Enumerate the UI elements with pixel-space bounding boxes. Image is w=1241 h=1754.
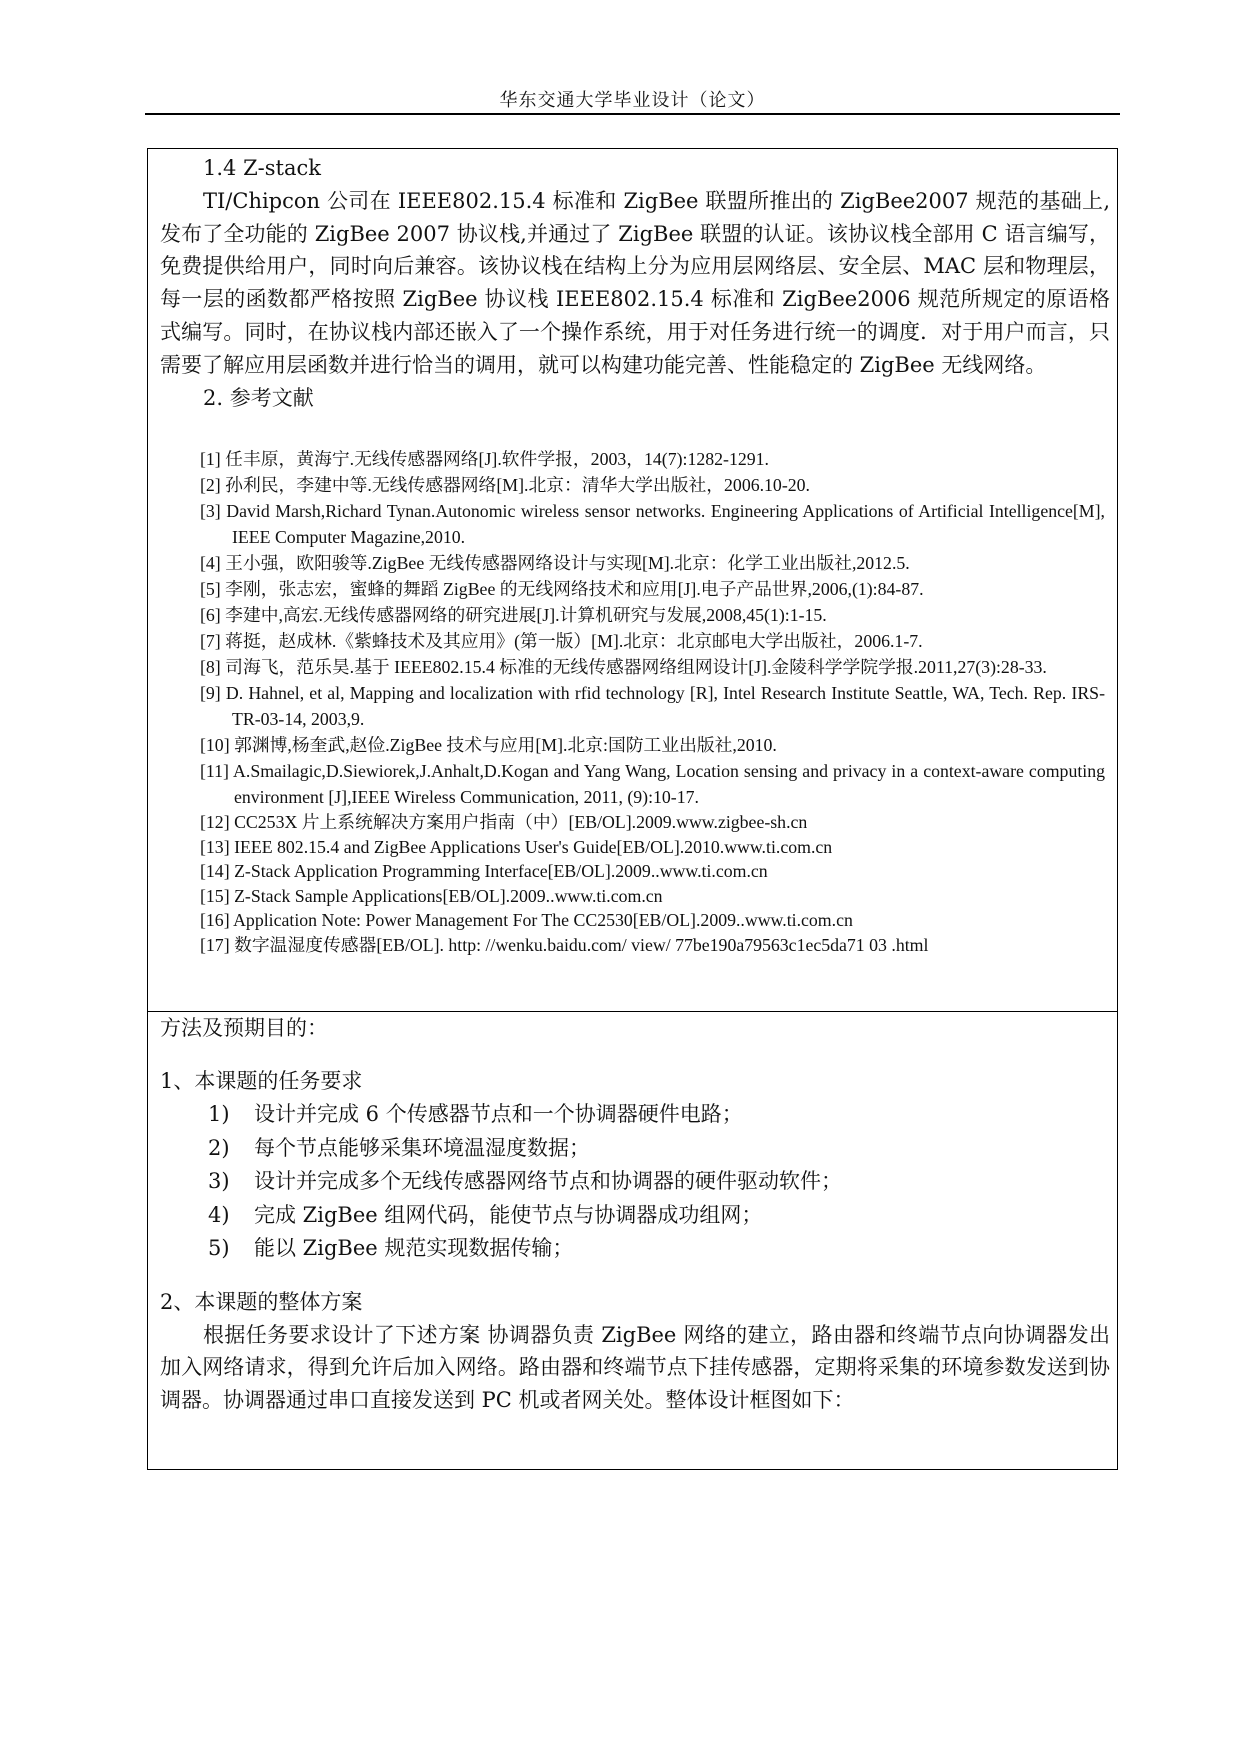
reference-item: [15] Z-Stack Sample Applications[EB/OL].2009..www.ti.com.cn — [200, 885, 663, 906]
task-number: 2) — [208, 1135, 230, 1160]
plan-heading: 2、本课题的整体方案 — [160, 1289, 363, 1314]
reference-item: [7] 蒋挺，赵成林.《紫蜂技术及其应用》(第一版）[M].北京：北京邮电大学出版社，2006.1-7. — [200, 631, 923, 651]
reference-item: [3] David Marsh,Richard Tynan.Autonomic wireless sensor networks. Engineering Applications of Artificial Intelligence[M], IEEE Computer Magazine,2010. — [200, 501, 1105, 547]
zstack-paragraph: TI/Chipcon 公司在 IEEE802.15.4 标准和 ZigBee 联盟所推出的 ZigBee2007 规范的基础上,发布了全功能的 ZigBee 2007 协议栈,并通过了 ZigBee 联盟的认证。该协议栈全部用 C 语言编写，免费提供给用户，同时向后兼容。该协议栈在结构上分为应用层网络层、安全层、MAC 层和物理层，每一层的函数都严格按照 ZigBee 协议栈 IEEE802.15.4 标准和 ZigBee2006 规范所规定的原语格式编写。同时，在协议栈内部还嵌入了一个操作系统，用于对任务进行统一的调度．对于用户而言，只需要了解应用层函数并进行恰当的调用，就可以构建功能完善、性能稳定的 ZigBee 无线网络。 — [160, 189, 1110, 377]
zstack-section — [160, 152, 1110, 415]
task-text: 能以 ZigBee 规范实现数据传输； — [254, 1236, 574, 1260]
task-number: 5) — [208, 1236, 230, 1260]
task-number: 3) — [208, 1169, 230, 1193]
reference-item: [10] 郭渊博,杨奎武,赵俭.ZigBee 技术与应用[M].北京:国防工业出版社,2010. — [200, 735, 777, 755]
task-text: 设计并完成 6 个传感器节点和一个协调器硬件电路； — [254, 1102, 743, 1126]
reference-item: [6] 李建中,高宏.无线传感器网络的研究进展[J].计算机研究与发展,2008,45(1):1-15. — [200, 605, 827, 625]
reference-item: [1] 任丰原，黄海宁.无线传感器网络[J].软件学报，2003，14(7):1282-1291. — [200, 449, 769, 469]
page-header: 华东交通大学毕业设计（论文） — [499, 90, 766, 111]
task-text: 每个节点能够采集环境温湿度数据； — [254, 1135, 590, 1160]
task-item — [160, 1165, 1110, 1199]
reference-item: [14] Z-Stack Application Programming Interface[EB/OL].2009..www.ti.com.cn — [200, 861, 768, 881]
methods-heading: 方法及预期目的： — [160, 1016, 328, 1040]
reference-item: [11] A.Smailagic,D.Siewiorek,J.Anhalt,D.Kogan and Yang Wang, Location sensing and privacy in a context-aware computing environment [J],IEEE Wireless Communication, 2011, (9):10-17. — [200, 761, 1105, 807]
reference-item: [4] 王小强，欧阳骏等.ZigBee 无线传感器网络设计与实现[M].北京：化学工业出版社,2012.5. — [200, 553, 910, 573]
zstack-heading: 1.4 Z-stack — [203, 156, 321, 180]
task-text: 完成 ZigBee 组网代码，能使节点与协调器成功组网； — [254, 1202, 763, 1227]
task-item — [160, 1098, 1110, 1132]
methods-section — [160, 1012, 1110, 1417]
task-number: 4) — [208, 1202, 230, 1227]
task-text: 设计并完成多个无线传感器网络节点和协调器的硬件驱动软件； — [254, 1169, 842, 1193]
task-item — [160, 1199, 1110, 1233]
reference-item: [17] 数字温湿度传感器[EB/OL]. http: //wenku.baidu.com/ view/ 77be190a79563c1ec5da71 03 .html — [200, 934, 929, 955]
reference-item: [8] 司海飞，范乐昊.基于 IEEE802.15.4 标准的无线传感器网络组网设计[J].金陵科学学院学报.2011,27(3):28-33. — [200, 657, 1047, 677]
task-item — [160, 1232, 1110, 1266]
header-rule — [145, 113, 1120, 115]
reference-item: [9] D. Hahnel, et al, Mapping and localization with rfid technology [R], Intel Research Institute Seattle, WA, Tech. Rep. IRS-TR-03-14, 2003,9. — [200, 683, 1105, 729]
references-heading: 2. 参考文献 — [203, 386, 314, 411]
reference-item: [12] CC253X 片上系统解决方案用户指南（中）[EB/OL].2009.www.zigbee-sh.cn — [200, 812, 808, 832]
plan-paragraph: 根据任务要求设计了下述方案 协调器负责 ZigBee 网络的建立，路由器和终端节点向协调器发出加入网络请求，得到允许后加入网络。路由器和终端节点下挂传感器，定期将采集的环境参数发送到协调器。协调器通过串口直接发送到 PC 机或者网关处。整体设计框图如下： — [160, 1322, 1110, 1412]
task-number: 1) — [208, 1102, 230, 1126]
reference-item: [16] Application Note: Power Management For The CC2530[EB/OL].2009..www.ti.com.cn — [200, 910, 853, 930]
reference-item: [2] 孙利民，李建中等.无线传感器网络[M].北京：清华大学出版社，2006.10-20. — [200, 475, 810, 495]
task-heading: 1、本课题的任务要求 — [160, 1069, 363, 1093]
reference-item: [13] IEEE 802.15.4 and ZigBee Applications User's Guide[EB/OL].2010.www.ti.com.cn — [200, 836, 833, 857]
task-item — [160, 1132, 1110, 1166]
reference-list — [200, 446, 1105, 957]
reference-item: [5] 李刚，张志宏，蜜蜂的舞蹈 ZigBee 的无线网络技术和应用[J].电子产品世界,2006,(1):84-87. — [200, 579, 924, 599]
